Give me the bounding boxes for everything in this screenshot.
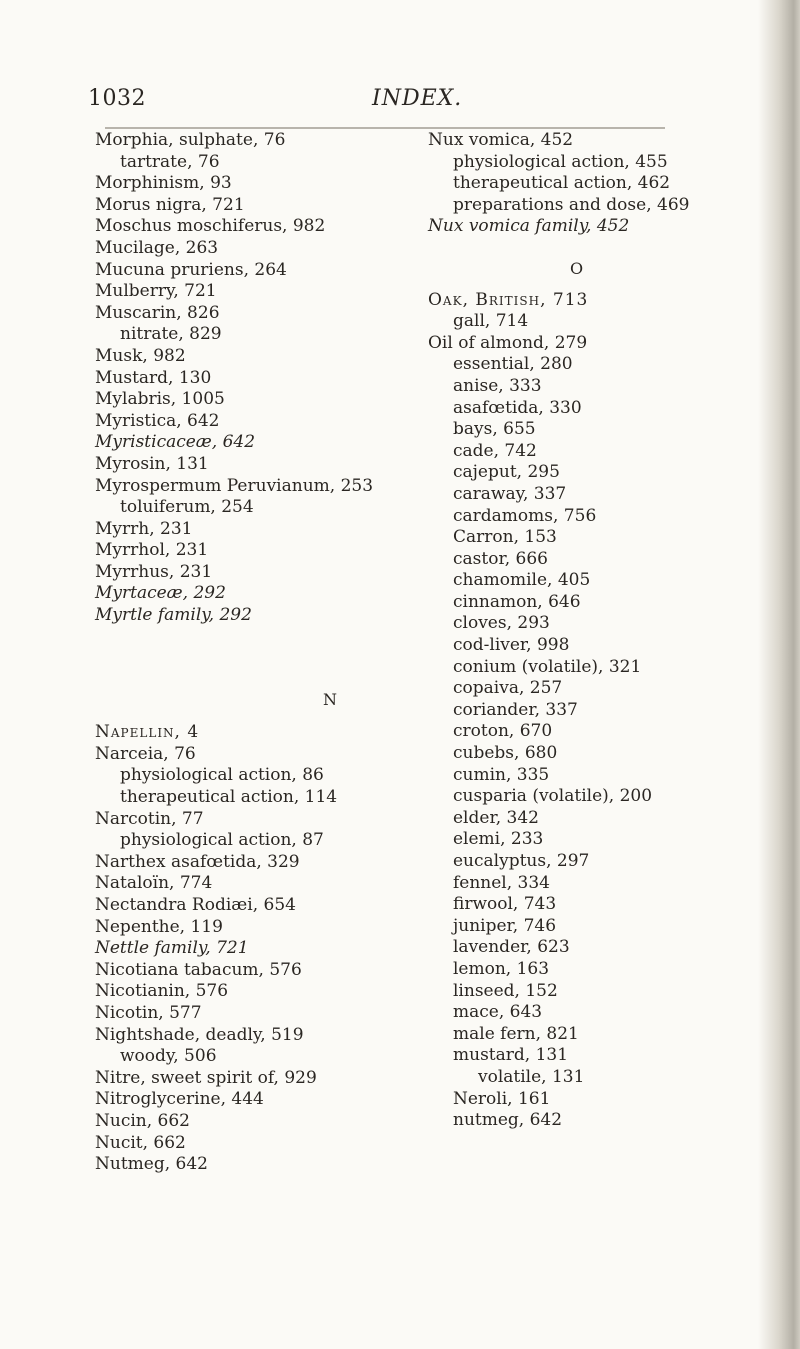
index-list-o	[428, 290, 788, 1132]
index-entry: castor, 666	[453, 548, 548, 569]
index-entry: cinnamon, 646	[453, 591, 581, 612]
index-entry: cod-liver, 998	[453, 635, 570, 656]
index-entry: woody, 506	[120, 1046, 217, 1067]
section-letter-n: N	[323, 689, 337, 709]
index-entry: Myrosin, 131	[95, 453, 209, 474]
index-entry: Mucilage, 263	[95, 237, 219, 258]
index-entry: Nutmeg, 642	[95, 1154, 208, 1175]
index-entry: cusparia (volatile), 200	[453, 786, 653, 807]
index-entry: therapeutical action, 114	[120, 787, 338, 808]
index-entry: gall, 714	[453, 311, 529, 332]
index-entry: coriander, 337	[453, 699, 578, 720]
index-entry: Narthex asafœtida, 329	[95, 851, 300, 872]
index-entry: cardamoms, 756	[453, 505, 597, 526]
index-entry: linseed, 152	[453, 980, 558, 1001]
index-entry: Myristica, 642	[95, 410, 220, 431]
index-entry: toluiferum, 254	[120, 497, 254, 518]
index-entry: Myrrhol, 231	[95, 540, 209, 561]
index-entry: physiological action, 455	[453, 151, 668, 172]
index-entry: lavender, 623	[453, 937, 570, 958]
index-entry: physiological action, 87	[120, 830, 324, 851]
index-entry: Nettle family, 721	[95, 938, 249, 959]
index-entry: Nicotianin, 576	[95, 981, 229, 1002]
index-entry: Oak, British, 713	[428, 289, 589, 310]
index-entry: cubebs, 680	[453, 743, 558, 764]
index-entry: Morphinism, 93	[95, 173, 232, 194]
index-entry: Myrtaceæ, 292	[95, 583, 226, 604]
index-entry: Oil of almond, 279	[428, 332, 588, 353]
index-entry: mustard, 131	[453, 1045, 569, 1066]
index-entry: Nectandra Rodiæi, 654	[95, 895, 296, 915]
index-list-m	[95, 130, 455, 627]
index-entry: firwool, 743	[453, 894, 557, 915]
index-list-n	[95, 722, 455, 1175]
index-entry: volatile, 131	[478, 1066, 585, 1087]
index-entry: bays, 655	[453, 419, 536, 440]
index-entry: Mustard, 130	[95, 367, 212, 388]
section-letter-o: O	[570, 258, 584, 278]
page-edge-shadow	[758, 0, 800, 1349]
index-entry: Mulberry, 721	[95, 281, 217, 302]
index-entry: juniper, 746	[453, 915, 557, 936]
index-entry: Mylabris, 1005	[95, 389, 225, 410]
index-entry: therapeutical action, 462	[453, 173, 671, 194]
index-entry: conium (volatile), 321	[453, 656, 642, 677]
index-entry: Myrrhus, 231	[95, 561, 213, 582]
index-entry: cloves, 293	[453, 613, 550, 634]
index-entry: Myrrh, 231	[95, 518, 193, 539]
index-entry: asafœtida, 330	[453, 397, 582, 418]
index-entry: nutmeg, 642	[453, 1110, 563, 1131]
header-rule	[105, 127, 665, 129]
left-column	[95, 130, 455, 1176]
index-entry: tartrate, 76	[120, 151, 220, 172]
index-entry: nitrate, 829	[120, 324, 222, 345]
index-entry: Musk, 982	[95, 345, 186, 366]
index-entry: eucalyptus, 297	[453, 851, 590, 871]
index-entry: anise, 333	[453, 375, 542, 396]
index-entry: Nux vomica, 452	[428, 130, 574, 150]
index-entry: Moschus moschiferus, 982	[95, 216, 326, 237]
index-entry: Myrtle family, 292	[95, 605, 252, 626]
index-entry: Nicotin, 577	[95, 1002, 202, 1023]
index-entry: Neroli, 161	[453, 1088, 551, 1109]
index-entry: Myristicaceæ, 642	[95, 432, 256, 453]
index-entry: caraway, 337	[453, 483, 567, 504]
index-entry: Nepenthe, 119	[95, 916, 223, 937]
index-entry: Morphia, sulphate, 76	[95, 130, 286, 150]
index-entry: Nucit, 662	[95, 1132, 186, 1153]
index-entry: Nightshade, deadly, 519	[95, 1024, 304, 1045]
index-entry: fennel, 334	[453, 872, 551, 893]
index-entry: preparations and dose, 469	[453, 194, 690, 215]
index-entry: Carron, 153	[453, 527, 557, 548]
index-entry: essential, 280	[453, 354, 573, 375]
index-entry: Nicotiana tabacum, 576	[95, 959, 302, 980]
index-entry: elemi, 233	[453, 829, 544, 850]
index-entry: male fern, 821	[453, 1023, 579, 1044]
index-entry: physiological action, 86	[120, 765, 324, 786]
right-column	[428, 130, 788, 1132]
index-entry: Nataloïn, 774	[95, 873, 213, 894]
page-title: INDEX.	[372, 86, 463, 111]
index-entry: cade, 742	[453, 440, 537, 461]
index-entry: copaiva, 257	[453, 678, 563, 699]
index-entry: Muscarin, 826	[95, 302, 220, 323]
index-entry: Nitroglycerine, 444	[95, 1089, 264, 1110]
index-entry: cajeput, 295	[453, 462, 560, 483]
index-entry: Nitre, sweet spirit of, 929	[95, 1067, 317, 1088]
index-entry: Nucin, 662	[95, 1110, 190, 1131]
index-entry: Mucuna pruriens, 264	[95, 259, 287, 280]
index-entry: lemon, 163	[453, 958, 550, 979]
index-list-n-continued	[428, 130, 788, 238]
index-entry: croton, 670	[453, 721, 553, 742]
index-entry: mace, 643	[453, 1002, 543, 1023]
index-entry: Myrospermum Peruvianum, 253	[95, 475, 374, 496]
index-entry: Napellin, 4	[95, 722, 200, 743]
index-entry: Narceia, 76	[95, 743, 196, 764]
index-entry: elder, 342	[453, 807, 539, 828]
page-number: 1032	[88, 86, 146, 111]
index-entry: Morus nigra, 721	[95, 194, 245, 215]
index-entry: chamomile, 405	[453, 570, 591, 591]
index-entry: Narcotin, 77	[95, 808, 204, 829]
index-entry: cumin, 335	[453, 764, 550, 785]
index-entry: Nux vomica family, 452	[428, 216, 630, 237]
